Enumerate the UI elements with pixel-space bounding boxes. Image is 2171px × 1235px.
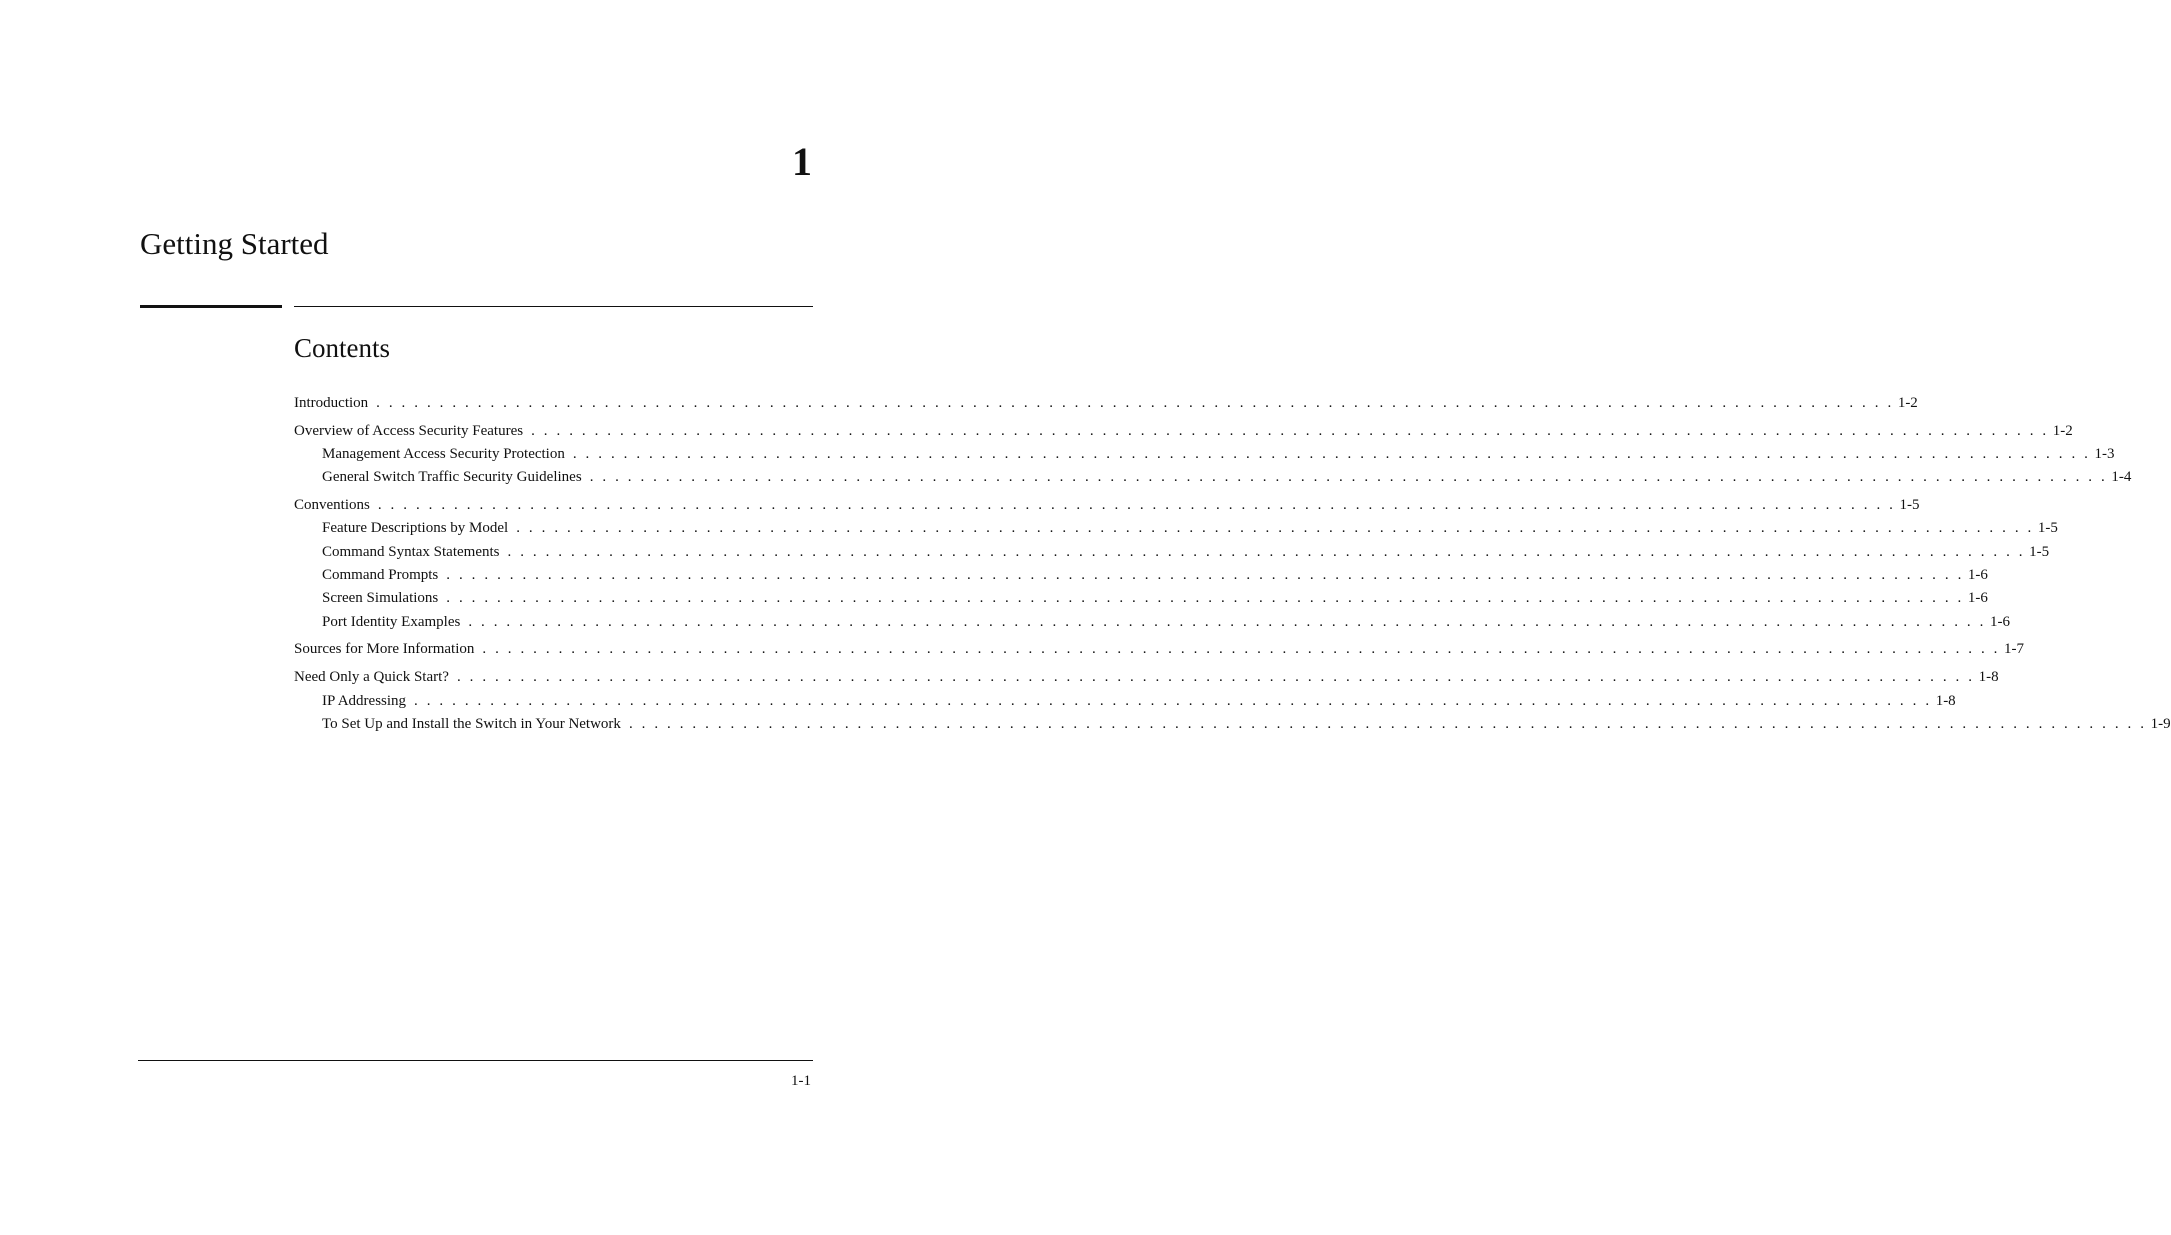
toc-dot-leader: . . . . . . . . . . . . . . . . . . . . . . . . . . . . . . . . . . . . . . . . . . . . . . . . . . . . . . . . . . . . . . . . . . . . . . . . . . . . . . . . . . . . . . . . . . . . . . . . . . . . . . . . . . . . . . . . . . . . . . . . xyxy=(468,613,1986,630)
toc-entry-title: Screen Simulations xyxy=(322,590,439,607)
toc-entry-title: Command Prompts xyxy=(322,567,439,584)
toc-entry[interactable] xyxy=(294,392,1918,415)
toc-entry-page: 1-2 xyxy=(2052,422,2073,439)
toc-entry-title: Feature Descriptions by Model xyxy=(322,520,509,537)
toc-entry-page: 1-6 xyxy=(1967,567,1988,584)
table-of-contents xyxy=(294,392,2171,736)
toc-entry[interactable] xyxy=(294,564,1988,587)
chapter-title: Getting Started xyxy=(140,226,329,261)
toc-dot-leader: . . . . . . . . . . . . . . . . . . . . . . . . . . . . . . . . . . . . . . . . . . . . . . . . . . . . . . . . . . . . . . . . . . . . . . . . . . . . . . . . . . . . . . . . . . . . . . . . . . . . . . . . . . . . . . . . . . . . . . . . xyxy=(531,422,2049,439)
toc-entry-page: 1-4 xyxy=(2111,469,2132,486)
contents-heading: Contents xyxy=(294,333,391,363)
toc-entry-title: Sources for More Information xyxy=(294,641,475,658)
toc-entry-title: Port Identity Examples xyxy=(322,613,461,630)
chapter-rule-thick xyxy=(140,305,282,308)
footer-rule xyxy=(138,1060,813,1061)
toc-entry[interactable] xyxy=(294,638,2025,661)
toc-entry[interactable] xyxy=(294,494,1920,517)
toc-entry-page: 1-2 xyxy=(1897,395,1918,411)
toc-entry[interactable] xyxy=(294,541,2050,564)
toc-entry[interactable] xyxy=(294,666,1999,689)
toc-entry[interactable] xyxy=(294,517,2058,540)
toc-entry-page: 1-6 xyxy=(1989,613,2010,630)
toc-dot-leader: . . . . . . . . . . . . . . . . . . . . . . . . . . . . . . . . . . . . . . . . . . . . . . . . . . . . . . . . . . . . . . . . . . . . . . . . . . . . . . . . . . . . . . . . . . . . . . . . . . . . . . . . . . . . . . . . . . . . . . . . xyxy=(446,590,1964,607)
toc-entry[interactable] xyxy=(294,466,2132,489)
page-number: 1-1 xyxy=(791,1073,811,1089)
toc-entry-page: 1-5 xyxy=(1899,497,1920,514)
toc-entry-page: 1-3 xyxy=(2094,446,2115,463)
toc-entry-title: Command Syntax Statements xyxy=(322,543,500,560)
toc-entry-page: 1-7 xyxy=(2004,641,2025,658)
toc-entry[interactable] xyxy=(294,690,1956,713)
toc-entry[interactable] xyxy=(294,420,2073,443)
toc-dot-leader: . . . . . . . . . . . . . . . . . . . . . . . . . . . . . . . . . . . . . . . . . . . . . . . . . . . . . . . . . . . . . . . . . . . . . . . . . . . . . . . . . . . . . . . . . . . . . . . . . . . . . . . . . . . . . . . . . . . . . . . . xyxy=(446,567,1964,584)
chapter-number: 1 xyxy=(792,139,812,184)
toc-entry-title: General Switch Traffic Security Guidelines xyxy=(322,469,582,486)
toc-entry-title: Conventions xyxy=(294,497,370,514)
toc-entry-page: 1-9 xyxy=(2150,715,2171,732)
toc-entry-page: 1-5 xyxy=(2029,543,2050,560)
toc-entry[interactable] xyxy=(294,443,2115,466)
toc-entry-title: To Set Up and Install the Switch in Your Network xyxy=(322,715,621,732)
toc-entry-page: 1-8 xyxy=(1978,669,1999,686)
toc-entry[interactable] xyxy=(294,587,1988,610)
toc-entry-title: Overview of Access Security Features xyxy=(294,422,524,439)
toc-entry-page: 1-8 xyxy=(1935,692,1956,709)
toc-dot-leader: . . . . . . . . . . . . . . . . . . . . . . . . . . . . . . . . . . . . . . . . . . . . . . . . . . . . . . . . . . . . . . . . . . . . . . . . . . . . . . . . . . . . . . . . . . . . . . . . . . . . . . . . . . . . . . . . . . . . . . . . xyxy=(507,543,2026,560)
toc-entry[interactable] xyxy=(294,713,2171,736)
toc-entry-page: 1-5 xyxy=(2037,520,2058,537)
toc-entry-title: IP Addressing xyxy=(322,692,407,709)
toc-dot-leader: . . . . . . . . . . . . . . . . . . . . . . . . . . . . . . . . . . . . . . . . . . . . . . . . . . . . . . . . . . . . . . . . . . . . . . . . . . . . . . . . . . . . . . . . . . . . . . . . . . . . . . . . . . . . . . . . . . . . . . . . xyxy=(516,520,2034,537)
toc-entry-title: Management Access Security Protection xyxy=(322,446,565,463)
toc-dot-leader: . . . . . . . . . . . . . . . . . . . . . . . . . . . . . . . . . . . . . . . . . . . . . . . . . . . . . . . . . . . . . . . . . . . . . . . . . . . . . . . . . . . . . . . . . . . . . . . . . . . . . . . . . . . . . . . . . . . . . . . . xyxy=(376,395,1894,411)
toc-dot-leader: . . . . . . . . . . . . . . . . . . . . . . . . . . . . . . . . . . . . . . . . . . . . . . . . . . . . . . . . . . . . . . . . . . . . . . . . . . . . . . . . . . . . . . . . . . . . . . . . . . . . . . . . . . . . . . . . . . . . . . . . xyxy=(456,669,1975,686)
toc-entry-title: Introduction xyxy=(294,395,369,411)
toc-dot-leader: . . . . . . . . . . . . . . . . . . . . . . . . . . . . . . . . . . . . . . . . . . . . . . . . . . . . . . . . . . . . . . . . . . . . . . . . . . . . . . . . . . . . . . . . . . . . . . . . . . . . . . . . . . . . . . . . . . . . . . . . xyxy=(482,641,2001,658)
toc-entry-title: Need Only a Quick Start? xyxy=(294,669,449,686)
chapter-rule-thin xyxy=(294,306,813,307)
toc-dot-leader: . . . . . . . . . . . . . . . . . . . . . . . . . . . . . . . . . . . . . . . . . . . . . . . . . . . . . . . . . . . . . . . . . . . . . . . . . . . . . . . . . . . . . . . . . . . . . . . . . . . . . . . . . . . . . . . . . . . . . . . . xyxy=(377,497,1896,514)
toc-dot-leader: . . . . . . . . . . . . . . . . . . . . . . . . . . . . . . . . . . . . . . . . . . . . . . . . . . . . . . . . . . . . . . . . . . . . . . . . . . . . . . . . . . . . . . . . . . . . . . . . . . . . . . . . . . . . . . . . . . . . . . . . xyxy=(589,469,2108,486)
toc-dot-leader: . . . . . . . . . . . . . . . . . . . . . . . . . . . . . . . . . . . . . . . . . . . . . . . . . . . . . . . . . . . . . . . . . . . . . . . . . . . . . . . . . . . . . . . . . . . . . . . . . . . . . . . . . . . . . . . . . . . . . . . . xyxy=(414,692,1932,709)
toc-dot-leader: . . . . . . . . . . . . . . . . . . . . . . . . . . . . . . . . . . . . . . . . . . . . . . . . . . . . . . . . . . . . . . . . . . . . . . . . . . . . . . . . . . . . . . . . . . . . . . . . . . . . . . . . . . . . . . . . . . . . . . . . xyxy=(628,715,2147,732)
toc-entry-page: 1-6 xyxy=(1967,590,1988,607)
toc-dot-leader: . . . . . . . . . . . . . . . . . . . . . . . . . . . . . . . . . . . . . . . . . . . . . . . . . . . . . . . . . . . . . . . . . . . . . . . . . . . . . . . . . . . . . . . . . . . . . . . . . . . . . . . . . . . . . . . . . . . . . . . . xyxy=(572,446,2091,463)
toc-entry[interactable] xyxy=(294,611,2010,634)
